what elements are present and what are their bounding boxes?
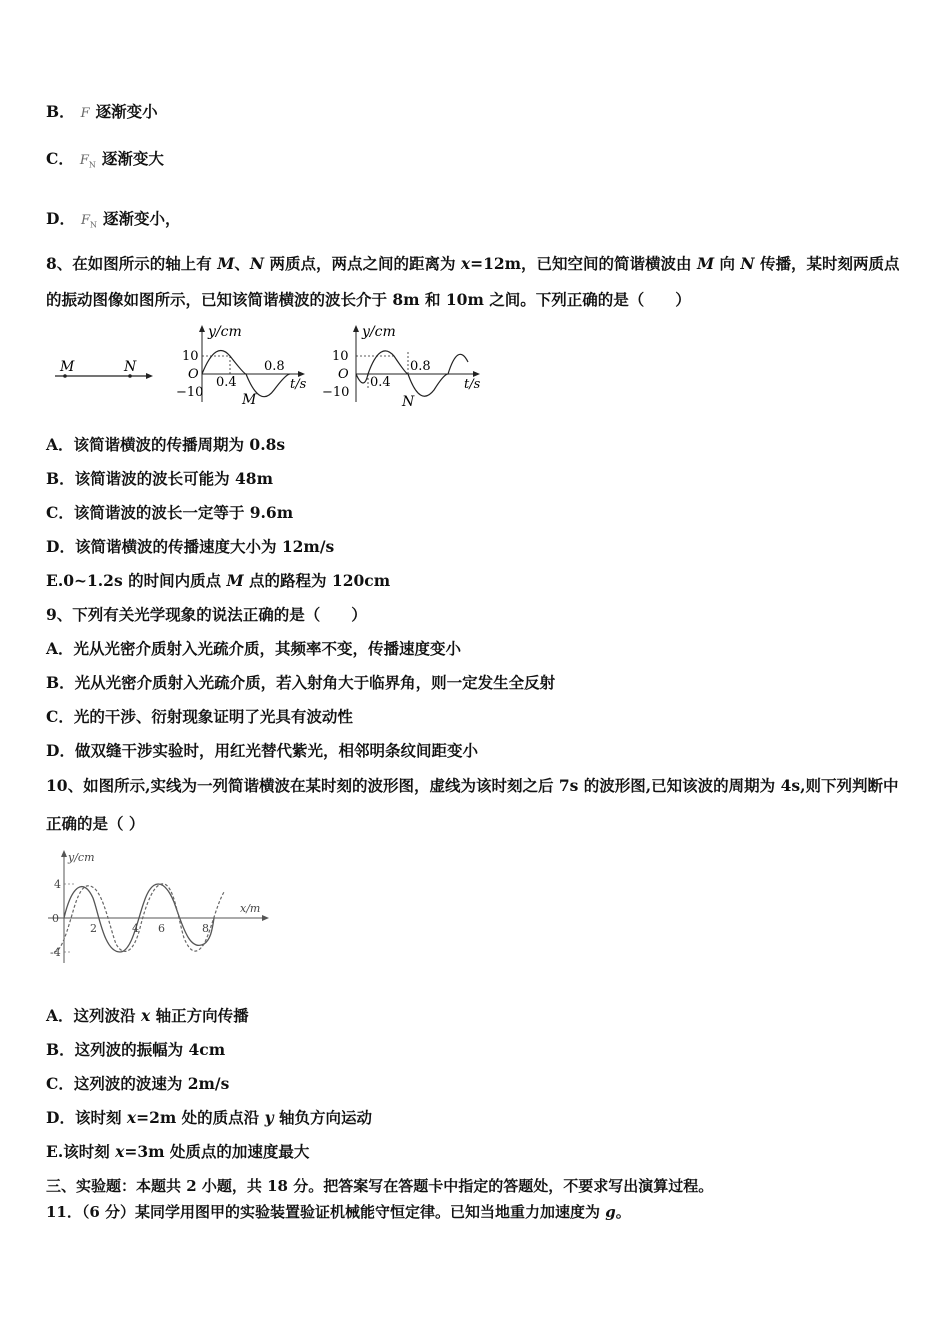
q8-option-c: C．该简谐波的波长一定等于 9.6m	[46, 503, 294, 522]
ytick-neg-n: −10	[322, 385, 350, 400]
q9-option-d: D．做双缝干涉实验时，用红光替代紫光，相邻明条纹间距变小	[46, 741, 478, 760]
normal-force-symbol: $F_N$	[79, 153, 96, 170]
q9-option-b: B．光从光密介质射入光疏介质，若入射角大于临界角，则一定发生全反射	[46, 673, 556, 692]
ytick-pos-m: 10	[182, 349, 199, 364]
q8-option-e: E.0~1.2s 的时间内质点 M 点的路程为 120cm	[46, 571, 391, 590]
vibration-graph-n	[322, 324, 481, 410]
option-text: 逐渐变小，	[102, 209, 181, 228]
option-label: D．	[46, 209, 75, 228]
q10-figure	[44, 848, 274, 968]
q10-ylabel: y/cm	[68, 851, 95, 864]
origin-n: O	[338, 367, 349, 382]
option-text: 逐渐变大	[101, 149, 164, 168]
origin-m: O	[188, 367, 199, 382]
q9-option-c: C．光的干涉、衍射现象证明了光具有波动性	[46, 707, 353, 726]
q10-option-a: A．这列波沿 x 轴正方向传播	[46, 1006, 249, 1025]
q8-option-d: D．该简谐横波的传播速度大小为 12m/s	[46, 537, 335, 556]
ytick-neg-m: −10	[176, 385, 204, 400]
q7-option-c	[46, 147, 164, 170]
q10-option-d: D．该时刻 x=2m 处的质点沿 y 轴负方向运动	[46, 1108, 372, 1127]
option-label: B．	[46, 102, 75, 121]
q10-xtick-4: 4	[132, 922, 139, 935]
q10-origin: 0	[52, 912, 59, 925]
q10-option-b: B．这列波的振幅为 4cm	[46, 1040, 226, 1059]
q8-figure	[50, 322, 500, 412]
ttick-08-m: 0.8	[264, 359, 285, 374]
q9-stem: 9、下列有关光学现象的说法正确的是（ ）	[46, 605, 367, 624]
q7-option-d	[46, 207, 181, 230]
ttick-04-n: 0.4	[370, 375, 391, 390]
q10-ytick-pos: 4	[54, 878, 61, 891]
q10-option-c: C．这列波的波速为 2m/s	[46, 1074, 230, 1093]
ytick-pos-n: 10	[332, 349, 349, 364]
section-3-title: 三、实验题：本题共 2 小题，共 18 分。把答案写在答题卡中指定的答题处，不要求写出演算过程。	[46, 1177, 714, 1195]
normal-force-symbol: $F_N$	[80, 213, 97, 230]
q10-ytick-neg: -4	[50, 946, 61, 959]
q8-stem: 8、在如图所示的轴上有 M、N 两质点，两点之间的距离为 x=12m，已知空间的简谐横波由 M 向 N 传播，某时刻两质点的振动图像如图所示，已知该简谐横波的波长介于 8m 和 10m 之间。下列正确的是（ ）	[46, 254, 900, 309]
ylabel-m: y/cm	[208, 324, 242, 340]
q8-option-b: B．该简谐波的波长可能为 48m	[46, 469, 273, 488]
q10-xlabel: x/m	[240, 902, 261, 915]
q11-stem: 11．（6 分）某同学用图甲的实验装置验证机械能守恒定律。已知当地重力加速度为 g。	[46, 1203, 631, 1221]
tlabel-n: t/s	[464, 377, 481, 392]
q7-option-b	[46, 100, 158, 122]
tlabel-m: t/s	[290, 377, 307, 392]
ttick-04-m: 0.4	[216, 375, 237, 390]
q10-xtick-2: 2	[90, 922, 97, 935]
q10-xtick-8: 8	[202, 922, 209, 935]
vibration-graph-m	[176, 324, 307, 408]
axis-label-m: M	[60, 359, 75, 375]
q10-xtick-6: 6	[158, 922, 165, 935]
option-text: 逐渐变小	[95, 102, 158, 121]
q10-option-e: E.该时刻 x=3m 处质点的加速度最大	[46, 1142, 310, 1161]
curve-label-n: N	[402, 394, 415, 410]
mn-axis	[55, 359, 153, 379]
ttick-08-n: 0.8	[410, 359, 431, 374]
q10-stem: 10、如图所示,实线为一列简谐横波在某时刻的波形图，虚线为该时刻之后 7s 的波形图,已知该波的周期为 4s,则下列判断中正确的是（ ）	[46, 776, 899, 833]
curve-label-m: M	[242, 392, 257, 408]
option-label: C．	[46, 149, 74, 168]
q9-option-a: A．光从光密介质射入光疏介质，其频率不变，传播速度变小	[46, 639, 462, 658]
axis-label-n: N	[124, 359, 137, 375]
q8-option-a: A．该简谐横波的传播周期为 0.8s	[46, 435, 286, 454]
force-symbol: F	[80, 106, 90, 121]
ylabel-n: y/cm	[362, 324, 396, 340]
